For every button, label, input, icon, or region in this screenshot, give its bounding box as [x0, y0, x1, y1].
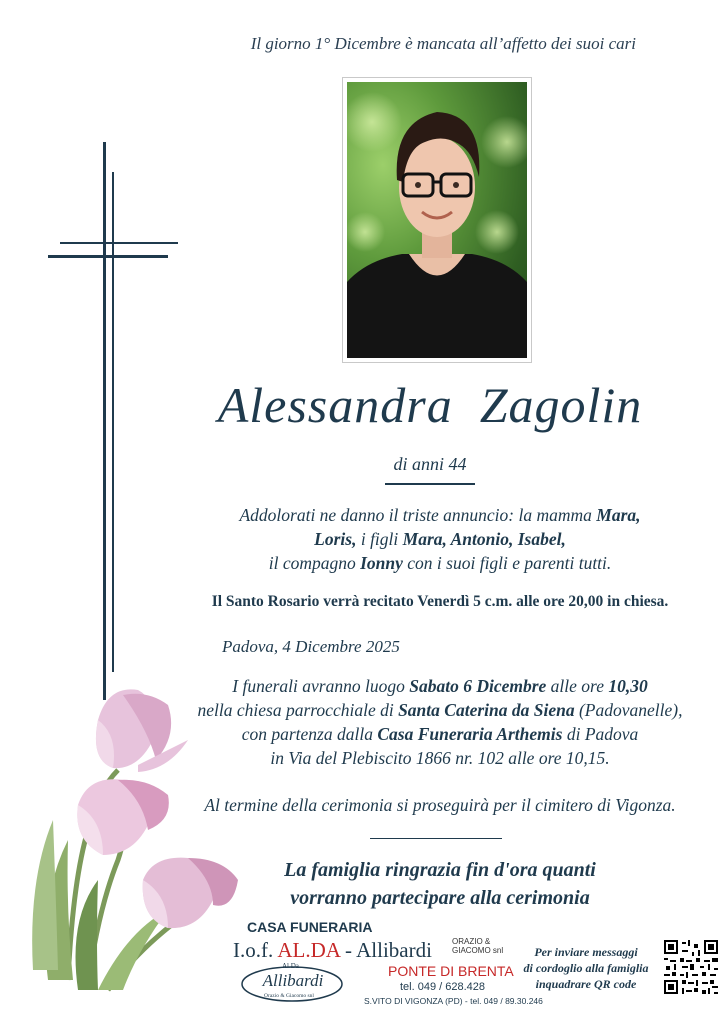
announcement: [150, 503, 728, 575]
announce-text: i figli: [356, 529, 403, 549]
divider: [385, 483, 475, 485]
funeral-time: 10,30: [608, 676, 648, 696]
logo-top-text: Al.Da: [282, 962, 299, 970]
announce-text: Addolorati ne danno il triste annuncio: la mamma: [239, 505, 597, 525]
announce-text: con i suoi figli e parenti tutti.: [402, 553, 612, 573]
address-line: S.VITO DI VIGONZA (PD) - tel. 049 / 89.30.246: [364, 996, 543, 1006]
qr-line: di cordoglio alla famiglia: [523, 961, 649, 975]
place-date: Padova, 4 Dicembre 2025: [222, 637, 400, 656]
announce-name: Ionny: [360, 553, 403, 573]
deceased-name: Alessandra Zagolin: [217, 377, 643, 433]
funeral-date: Sabato 6 Dicembre: [409, 676, 547, 696]
orazio-line: GIACOMO snl: [452, 946, 504, 955]
funeral-text: in Via del Plebiscito 1866 nr. 102 alle ore 10,15.: [270, 748, 610, 768]
funeral-text: di Padova: [562, 724, 639, 744]
divider: [370, 838, 502, 839]
phone-number: tel. 049 / 628.428: [400, 981, 486, 993]
logo-sub-text: Orazio & Giacomo snl: [264, 993, 314, 999]
funeral-text: (Padovanelle),: [574, 700, 683, 720]
orazio-line: ORAZIO &: [452, 937, 491, 946]
iof-text: I.o.f.: [233, 938, 274, 962]
qr-code-icon[interactable]: [664, 940, 718, 994]
intro-text: Il giorno 1° Dicembre è mancata all’affetto dei suoi cari: [250, 34, 636, 53]
funeral-home-name: Casa Funeraria Arthemis: [377, 724, 563, 744]
announce-name: Mara,: [596, 505, 641, 525]
alda-text: AL.DA: [277, 938, 340, 962]
rosario-notice: Il Santo Rosario verrà recitato Venerdì 5 c.m. alle ore 20,00 in chiesa.: [211, 593, 669, 610]
funeral-text: alle ore: [546, 676, 609, 696]
tulips-illustration: [28, 680, 248, 1000]
funeral-home-brand: [233, 938, 432, 963]
qr-line: inquadrare QR code: [535, 977, 637, 991]
logo-name: Allibardi: [262, 971, 324, 990]
announce-text: il compagno: [268, 553, 361, 573]
deceased-age: di anni 44: [393, 454, 467, 474]
cemetery-notice: Al termine della cerimonia si proseguirà per il cimitero di Vigonza.: [204, 795, 676, 815]
funeral-text: I funerali avranno luogo: [232, 676, 410, 696]
allibardi-text: Allibardi: [356, 938, 432, 962]
church-name: Santa Caterina da Siena: [398, 700, 575, 720]
qr-line: Per inviare messaggi: [534, 945, 638, 959]
ponte-di-brenta: PONTE DI BRENTA: [388, 963, 514, 979]
announce-name: Mara, Antonio, Isabel,: [402, 529, 566, 549]
funeral-text: con partenza dalla: [241, 724, 378, 744]
portrait-photo: [342, 77, 532, 363]
thanks-line: vorranno partecipare alla cerimonia: [290, 887, 590, 909]
funeral-text: nella chiesa parrocchiale di: [197, 700, 399, 720]
allibardi-logo: [240, 962, 348, 1004]
qr-instructions: [510, 944, 662, 992]
announce-name: Loris,: [314, 529, 357, 549]
brand-dash: -: [339, 938, 357, 962]
casa-funeraria-label: CASA FUNERARIA: [247, 919, 373, 935]
orazio-giacomo: [452, 937, 503, 955]
thanks-line: La famiglia ringrazia fin d'ora quanti: [284, 859, 596, 881]
